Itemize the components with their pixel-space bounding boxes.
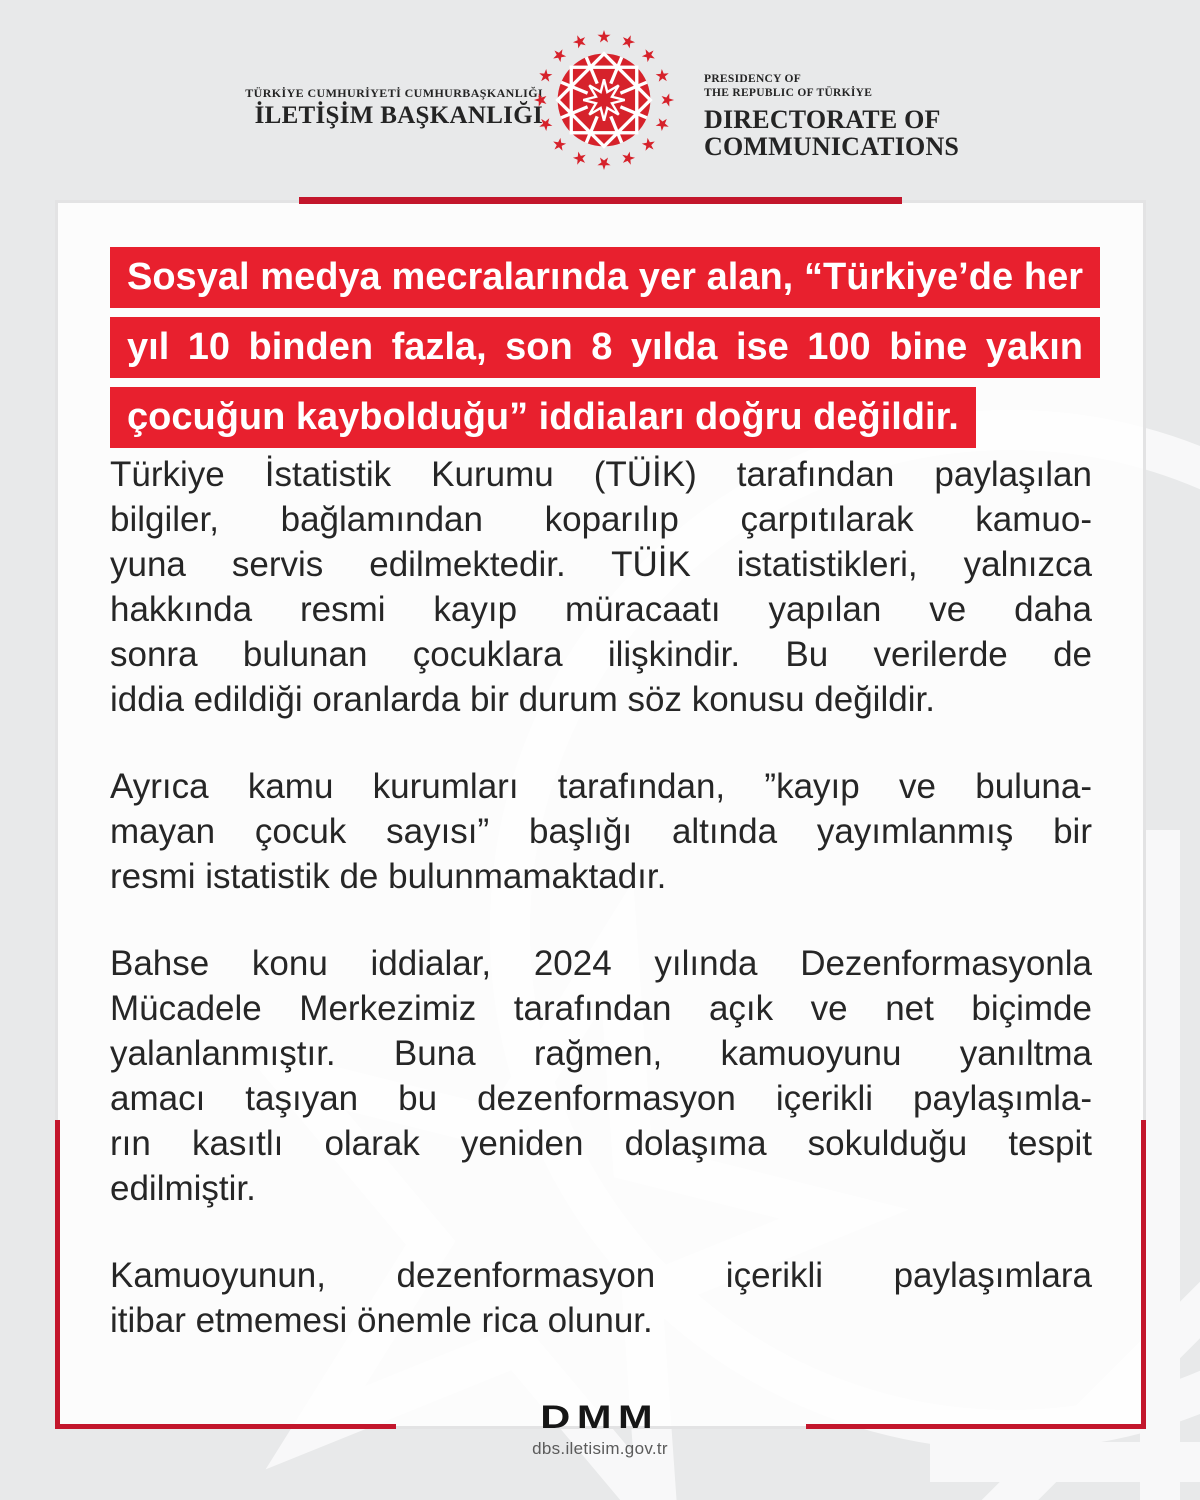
footer: [0, 1399, 1200, 1459]
header-right-titles: [704, 72, 959, 160]
body-paragraph: [110, 764, 1092, 899]
body-line: sonra bulunan çocuklara ilişkindir. Bu verilerde de: [110, 635, 1092, 674]
directorate-title-en-line1: DIRECTORATE OF: [704, 105, 941, 134]
presidency-communications-emblem-icon: [530, 26, 678, 174]
body-line: yalanlanmıştır. Buna rağmen, kamuoyunu yanıltma: [110, 1034, 1092, 1073]
top-red-divider-bar: [299, 197, 902, 204]
header-left-titles: [245, 86, 543, 130]
statement-body: [110, 452, 1092, 1385]
body-line: yuna servis edilmektedir. TÜİK istatistikleri, yalnızca: [110, 545, 1092, 584]
body-line: rın kasıtlı olarak yeniden dolaşıma sokulduğu tespit: [110, 1124, 1092, 1163]
directorate-title-en-line2: COMMUNICATIONS: [704, 132, 960, 161]
body-line: Bahse konu iddialar, 2024 yılında Dezenformasyonla: [110, 944, 1092, 983]
body-line: itibar etmemesi önemle rica olunur.: [110, 1301, 653, 1340]
card-right-red-accent: [1141, 1120, 1146, 1429]
body-line: bilgiler, bağlamından koparılıp çarpıtılarak kamuo-: [110, 500, 1092, 539]
body-line: amacı taşıyan bu dezenformasyon içerikli paylaşımla-: [110, 1079, 1092, 1118]
body-line: iddia edildiği oranlarda bir durum söz konusu değildir.: [110, 680, 935, 719]
body-line: Türkiye İstatistik Kurumu (TÜİK) tarafından paylaşılan: [110, 455, 1092, 494]
body-line: Kamuoyunun, dezenformasyon içerikli paylaşımlara: [110, 1256, 1092, 1295]
card-left-red-accent: [55, 1120, 60, 1429]
directorate-title-tr: İLETİŞİM BAŞKANLIĞI: [254, 102, 543, 129]
headline: [110, 247, 1100, 457]
headline-line: çocuğun kaybolduğu” iddiaları doğru değildir.: [110, 387, 976, 448]
body-line: Ayrıca kamu kurumları tarafından, ”kayıp ve buluna-: [110, 767, 1092, 806]
footer-url: dbs.iletisim.gov.tr: [532, 1439, 668, 1458]
body-line: hakkında resmi kayıp müracaatı yapılan ve daha: [110, 590, 1092, 629]
presidency-title-en-line1: PRESIDENCY OF: [704, 73, 802, 85]
headline-line: yıl 10 binden fazla, son 8 yılda ise 100 bine yakın: [110, 317, 1100, 378]
presidency-title-tr: TÜRKİYE CUMHURİYETİ CUMHURBAŞKANLIĞI: [245, 86, 543, 100]
body-paragraph: [110, 452, 1092, 722]
body-line: mayan çocuk sayısı” başlığı altında yayımlanmış bir: [110, 812, 1092, 851]
presidency-title-en-line2: THE REPUBLIC OF TÜRKİYE: [704, 87, 873, 99]
dmm-logo: DMM: [540, 1399, 660, 1435]
headline-line: Sosyal medya mecralarında yer alan, “Türkiye’de her: [110, 247, 1100, 308]
body-line: Mücadele Merkezimiz tarafından açık ve net biçimde: [110, 989, 1092, 1028]
body-paragraph: [110, 1253, 1092, 1343]
body-line: resmi istatistik de bulunmamaktadır.: [110, 857, 667, 896]
body-paragraph: [110, 941, 1092, 1211]
body-line: edilmiştir.: [110, 1169, 256, 1208]
